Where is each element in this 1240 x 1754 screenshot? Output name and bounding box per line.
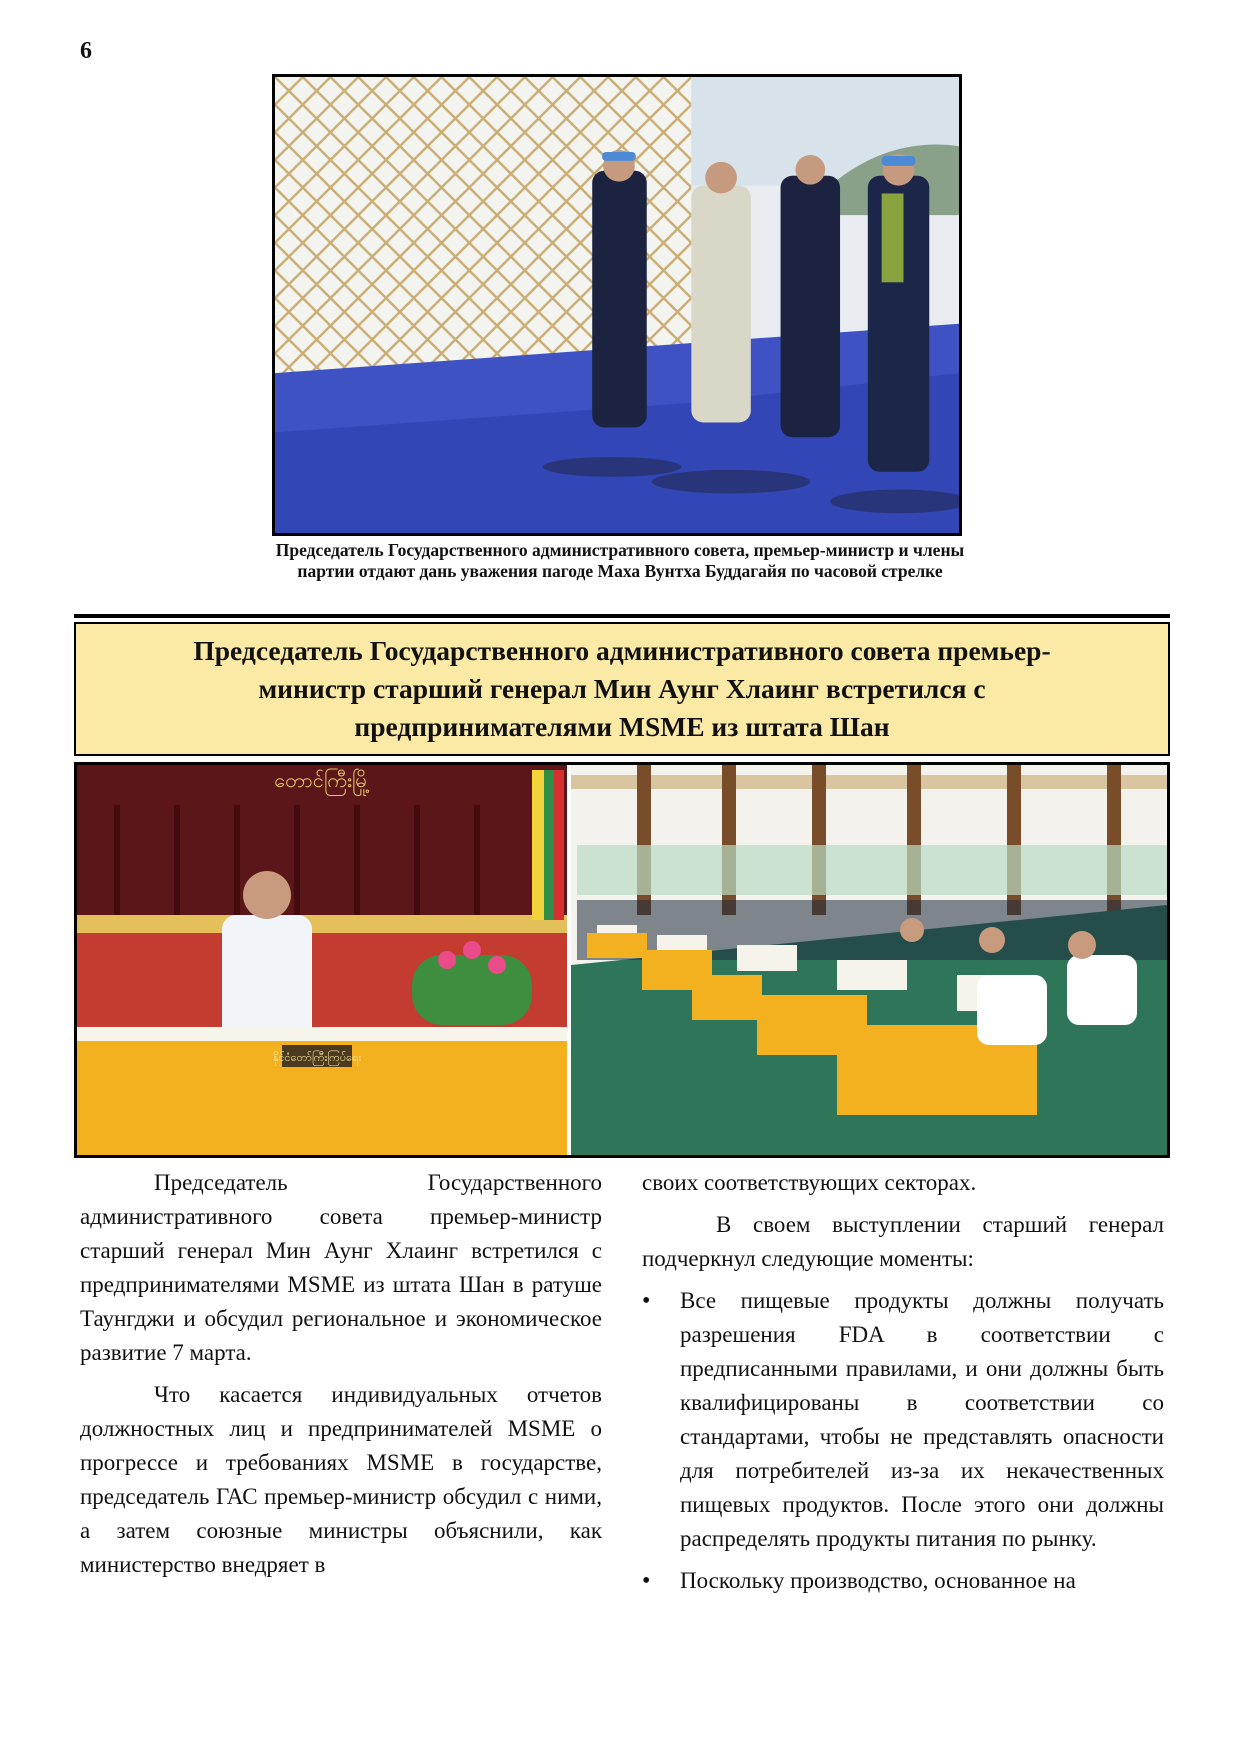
body-paragraph-continuation: своих соответствующих секторах. <box>642 1170 977 1195</box>
nameplate-text: နိုင်ငံတော်ကြီးကြပ်ရေး <box>272 1051 362 1064</box>
body-paragraph: Председатель Государственного административного совета премьер-министр старший генерал Мин Аунг Хлаинг встретился с предпринимателями MSME из штата Шан в ратуше Таунгджи и обсудил региональное и экономическое развитие 7 марта. <box>80 1170 602 1365</box>
photo-caption <box>160 540 1080 582</box>
headline-line: предпринимателями MSME из штата Шан <box>354 711 890 742</box>
bullet-list <box>642 1284 1164 1598</box>
stage-banner-text: တောင်ကြီးမြို့ <box>274 768 370 792</box>
article-headline <box>153 632 1090 746</box>
article-column-right <box>642 1166 1164 1606</box>
caption-line: партии отдают дань уважения пагоде Маха Вунтха Буддагайя по часовой стрелке <box>297 561 943 581</box>
photo-meeting-pair <box>74 762 1170 1158</box>
body-paragraph: В своем выступлении старший генерал подчеркнул следующие моменты: <box>642 1212 1164 1271</box>
page-number: 6 <box>80 38 92 64</box>
headline-box <box>74 622 1170 756</box>
headline-line: Председатель Государственного административного совета премьер- <box>193 635 1051 666</box>
bullet-item: • Все пищевые продукты должны получать разрешения FDA в соответствии с предписанными правилами, и они должны быть квалифицированы в соответствии со стандартами, чтобы не представлять опасности для потребителей из-за их некачественных пищевых продуктов. После этого они должны распределять продукты питания по рынку. <box>642 1284 1164 1556</box>
section-divider <box>74 614 1170 618</box>
headline-line: министр старший генерал Мин Аунг Хлаинг встретился с <box>258 673 986 704</box>
article-column-left <box>80 1166 602 1590</box>
bullet-item: • Поскольку производство, основанное на <box>642 1564 1164 1598</box>
body-paragraph: Что касается индивидуальных отчетов должностных лиц и предпринимателей MSME о прогрессе и требованиях MSME в государстве, председатель ГАС премьер-министр обсудил с ними, а затем союзные министры объяснили, как министерство внедряет в <box>80 1382 602 1577</box>
caption-line: Председатель Государственного административного совета, премьер-министр и члены <box>275 540 965 560</box>
photo-pagoda-walk <box>272 74 962 536</box>
